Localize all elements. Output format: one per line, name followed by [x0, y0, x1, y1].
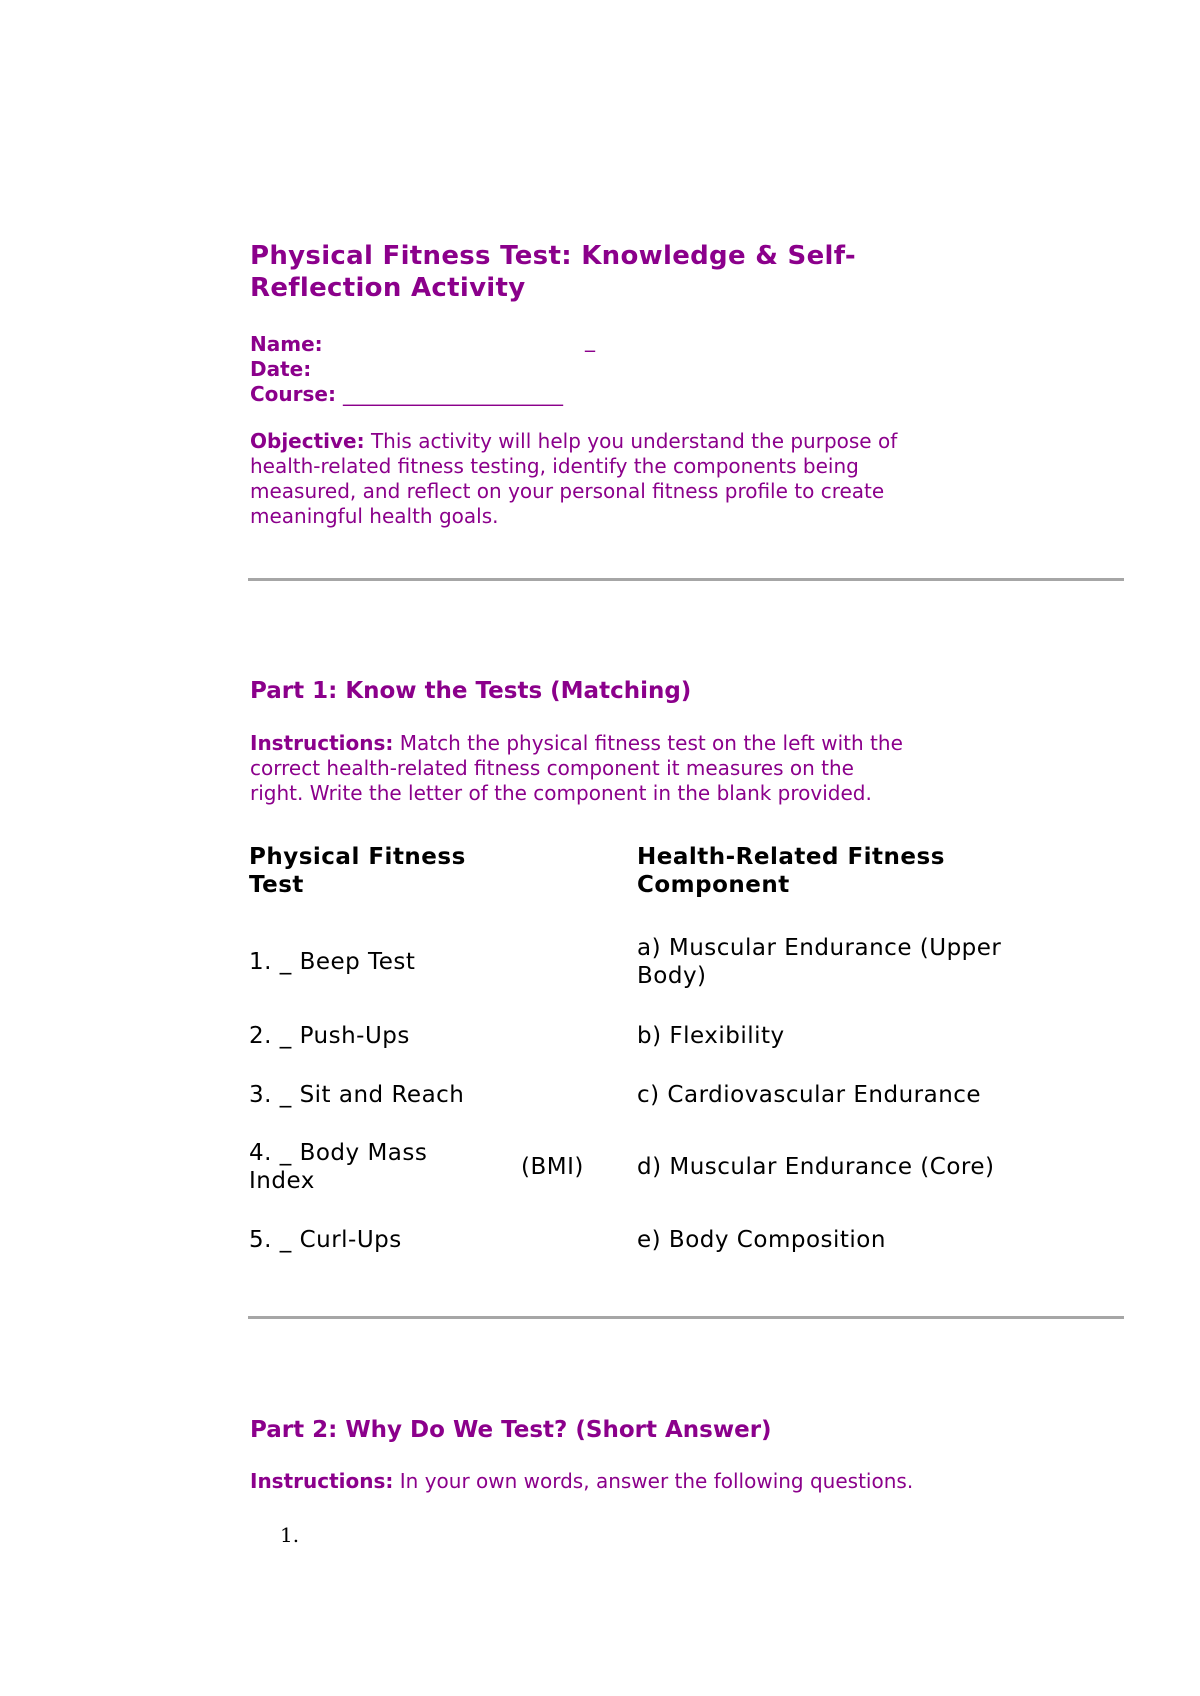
part1-instructions-line-2: correct health-related fitness component it measures on the — [250, 756, 854, 780]
question-1-marker: 1. — [280, 1523, 300, 1547]
component-item-a-line-1: a) Muscular Endurance (Upper — [637, 935, 1002, 961]
column-header-tests — [249, 843, 466, 899]
part1-instructions-label: Instructions: — [250, 731, 394, 755]
name-label: Name: — [250, 332, 323, 356]
date-label: Date: — [250, 357, 312, 381]
component-item-b: b) Flexibility — [637, 1023, 785, 1049]
column-header-components — [637, 843, 945, 899]
part2-instructions — [250, 1469, 1010, 1494]
part1-instructions-line-1: Match the physical fitness test on the left with the — [393, 731, 903, 755]
part2-instructions-text: In your own words, answer the following questions. — [393, 1469, 914, 1493]
part1-instructions-line-3: right. Write the letter of the component in the blank provided. — [250, 781, 872, 805]
objective-line-3: measured, and reflect on your personal fitness profile to create — [250, 479, 885, 503]
test-item-4-suffix: (BMI) — [521, 1154, 584, 1180]
part2-instructions-label: Instructions: — [250, 1469, 394, 1493]
course-label: Course: — [250, 382, 336, 406]
course-blank[interactable]: ______________________ — [342, 382, 563, 406]
objective-line-2: health-related fitness testing, identify the components being — [250, 454, 859, 478]
component-item-c: c) Cardiovascular Endurance — [637, 1082, 982, 1108]
page-title-line-2: Reflection Activity — [250, 273, 526, 303]
column-header-tests-line-1: Physical Fitness — [249, 844, 466, 870]
objective-line-4: meaningful health goals. — [250, 504, 499, 528]
objective-paragraph — [250, 429, 1010, 529]
column-header-tests-line-2: Test — [249, 872, 304, 898]
divider-1 — [248, 578, 1124, 581]
part1-heading: Part 1: Know the Tests (Matching) — [250, 678, 692, 704]
test-item-4-line-1: 4. _ Body Mass — [249, 1140, 428, 1166]
part1-instructions — [250, 731, 1010, 806]
test-item-3[interactable]: 3. _ Sit and Reach — [249, 1082, 465, 1108]
page-title-line-1: Physical Fitness Test: Knowledge & Self- — [250, 241, 856, 271]
test-item-2[interactable]: 2. _ Push-Ups — [249, 1023, 410, 1049]
page-title — [250, 240, 930, 304]
column-header-components-line-1: Health-Related Fitness — [637, 844, 945, 870]
test-item-5[interactable]: 5. _ Curl-Ups — [249, 1227, 402, 1253]
objective-label: Objective: — [250, 429, 365, 453]
part2-heading: Part 2: Why Do We Test? (Short Answer) — [250, 1417, 772, 1443]
name-blank[interactable]: _ — [585, 328, 595, 352]
component-item-e: e) Body Composition — [637, 1227, 886, 1253]
test-item-4-line-2: Index — [249, 1168, 315, 1194]
component-item-a — [637, 934, 1001, 990]
component-item-a-line-2: Body) — [637, 963, 707, 989]
date-field[interactable] — [250, 357, 311, 381]
course-field[interactable] — [250, 382, 563, 406]
objective-line-1: This activity will help you understand the purpose of — [364, 429, 898, 453]
test-item-4[interactable] — [249, 1139, 427, 1195]
column-header-components-line-2: Component — [637, 872, 790, 898]
divider-2 — [248, 1316, 1124, 1319]
component-item-d: d) Muscular Endurance (Core) — [637, 1154, 995, 1180]
name-field[interactable] — [250, 332, 323, 356]
test-item-1[interactable]: 1. _ Beep Test — [249, 949, 416, 975]
